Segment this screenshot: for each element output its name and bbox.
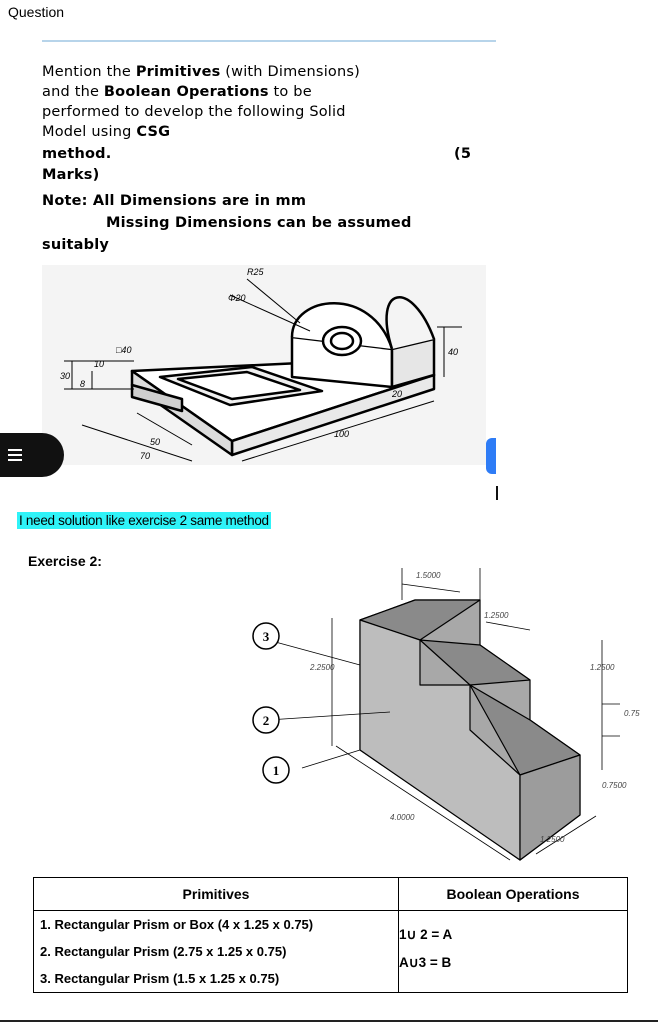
callout-2-label: 2 xyxy=(262,713,270,728)
solution-table xyxy=(33,877,628,993)
dim-square-40: □40 xyxy=(116,345,132,355)
primitive-row-2: 2. Rectangular Prism (2.75 x 1.25 x 0.75) xyxy=(40,944,287,959)
dim-8: 8 xyxy=(80,379,86,389)
operations-cell xyxy=(399,911,628,993)
dim-depth: 1.2500 xyxy=(540,835,565,844)
solid-model-drawing xyxy=(42,265,486,465)
dim-70: 70 xyxy=(140,451,151,461)
header-primitives: Primitives xyxy=(34,878,399,911)
side-tab-handle[interactable] xyxy=(486,438,496,474)
header-boolean-ops: Boolean Operations xyxy=(399,878,628,911)
dim-50: 50 xyxy=(150,437,161,447)
question-line-3: performed to develop the following Solid xyxy=(42,104,346,120)
dim-top-width: 1.5000 xyxy=(416,571,441,580)
student-comment: I need solution like exercise 2 same method xyxy=(19,513,269,528)
dim-height: 2.2500 xyxy=(310,663,335,672)
operation-1: 1∪ 2 = A xyxy=(399,927,453,942)
dim-20: 20 xyxy=(392,389,403,399)
callout-1-label: 1 xyxy=(272,763,280,778)
marks-label-2: Marks) xyxy=(42,167,100,183)
question-header: Question xyxy=(8,4,65,20)
primitive-row-1: 1. Rectangular Prism or Box (4 x 1.25 x 0.75) xyxy=(40,917,314,932)
note-line-3: suitably xyxy=(42,237,110,253)
dim-40: 40 xyxy=(448,347,459,357)
bottom-divider xyxy=(0,1020,658,1022)
exercise-title: Exercise 2: xyxy=(28,553,102,569)
operation-2: A∪3 = B xyxy=(399,955,452,970)
marks-label: (5 xyxy=(454,146,472,162)
dim-r25: R25 xyxy=(247,267,264,277)
dim-0750: 0.7500 xyxy=(602,781,627,790)
sidebar-toggle-button[interactable] xyxy=(0,433,64,477)
question-line-1: Mention the Primitives (with Dimensions) xyxy=(42,64,360,80)
primitives-cell xyxy=(34,911,399,993)
question-line-4: Model using CSG xyxy=(42,124,171,140)
question-line-2: and the Boolean Operations to be xyxy=(42,84,312,100)
primitive-row-3: 3. Rectangular Prism (1.5 x 1.25 x 0.75) xyxy=(40,971,280,986)
dim-10: 10 xyxy=(94,359,105,369)
dim-d20: Φ20 xyxy=(228,293,246,303)
note-line-2: Missing Dimensions can be assumed xyxy=(106,215,412,231)
text-cursor xyxy=(496,486,498,500)
dim-075: 0.75 xyxy=(624,709,640,718)
dim-100: 100 xyxy=(334,429,350,439)
stepped-block-drawing xyxy=(240,560,658,870)
dim-30: 30 xyxy=(60,371,71,381)
callout-3-label: 3 xyxy=(262,629,270,644)
note-line: Note: All Dimensions are in mm xyxy=(42,193,307,209)
dim-step-top: 1.2500 xyxy=(484,611,509,620)
dim-length: 4.0000 xyxy=(390,813,415,822)
dim-step-right: 1.2500 xyxy=(590,663,615,672)
header-divider xyxy=(42,40,496,42)
question-line-5: method. xyxy=(42,146,112,162)
